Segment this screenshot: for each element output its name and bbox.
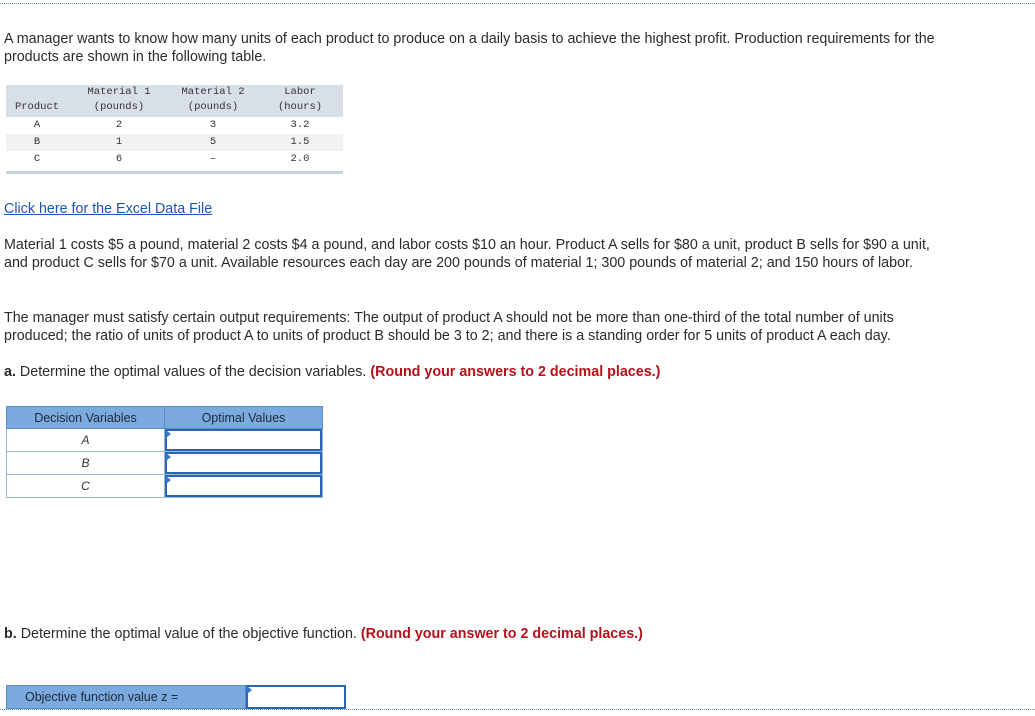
answer-cell (165, 475, 323, 498)
input-flag-icon (166, 430, 171, 438)
optimal-value-a-input[interactable] (165, 429, 322, 451)
optimal-value-c-input[interactable] (165, 475, 322, 497)
part-b-prefix: b. (4, 626, 17, 642)
header-material1-unit: (pounds) (93, 101, 145, 113)
table-row (6, 117, 343, 134)
top-divider (0, 3, 1035, 4)
objective-answer-cell (246, 685, 346, 709)
part-b-question (4, 625, 944, 643)
input-flag-icon (247, 686, 252, 694)
header-material1: Material 1 (87, 86, 151, 98)
header-labor: Labor (284, 86, 316, 98)
part-a-rounding-note: (Round your answers to 2 decimal places.) (370, 364, 661, 380)
header-decision-variables: Decision Variables (7, 407, 165, 429)
cell-material2: 5 (209, 136, 217, 148)
table-row (6, 134, 343, 151)
cell-product: B (33, 136, 41, 148)
intro-text: A manager wants to know how many units of each product to produce on a daily basis to achieve the highest profit. Production requirements for the products are shown in the following table. (4, 31, 935, 65)
cell-material1: 6 (115, 153, 123, 165)
table-row (7, 452, 323, 475)
variable-label: C (7, 475, 165, 498)
part-b-text: Determine the optimal value of the objective function. (20, 626, 357, 642)
header-material2: Material 2 (181, 86, 245, 98)
cell-labor: 1.5 (290, 136, 310, 148)
part-a-text: Determine the optimal values of the decision variables. (19, 364, 367, 380)
header-material2-unit: (pounds) (187, 101, 239, 113)
input-flag-icon (166, 453, 171, 461)
objective-function-label: Objective function value z = (6, 685, 246, 709)
objective-function-row (6, 685, 346, 709)
cell-labor: 3.2 (290, 119, 310, 131)
costs-paragraph: Material 1 costs $5 a pound, material 2 costs $4 a pound, and labor costs $10 an hour. Product A sells for $80 a unit, product B sells for $90 a unit, and product C sells for $70 a unit. Available resources each day are 200 pounds of material 1; 300 pounds of material 2; and 150 hours of labor. (4, 237, 930, 271)
cell-material1: 2 (115, 119, 123, 131)
header-labor-unit: (hours) (277, 101, 323, 113)
part-a-question (4, 363, 944, 381)
cell-material2: 3 (209, 119, 217, 131)
part-b-rounding-note: (Round your answer to 2 decimal places.) (360, 626, 643, 642)
table-row (7, 475, 323, 498)
optimal-value-b-input[interactable] (165, 452, 322, 474)
variable-label: A (7, 429, 165, 452)
objective-value-input[interactable] (246, 685, 346, 709)
part-a-prefix: a. (4, 364, 16, 380)
bottom-divider (0, 709, 1035, 710)
requirements-paragraph: The manager must satisfy certain output requirements: The output of product A should not be more than one-third of the total number of units produced; the ratio of units of product A to units of product B should be 3 to 2; and there is a standing order for 5 units of product A each day. (4, 310, 894, 344)
table-row (7, 429, 323, 452)
answer-cell (165, 452, 323, 475)
decision-variables-table (6, 406, 323, 498)
header-product: Product (14, 101, 60, 113)
cell-product: C (33, 153, 41, 165)
cell-material2: – (209, 153, 217, 165)
cell-material1: 1 (115, 136, 123, 148)
production-table (6, 85, 343, 174)
cell-product: A (33, 119, 41, 131)
production-table-header (6, 85, 343, 117)
answer-cell (165, 429, 323, 452)
excel-data-link[interactable]: Click here for the Excel Data File (4, 201, 213, 217)
input-flag-icon (166, 476, 171, 484)
cell-labor: 2.0 (290, 153, 310, 165)
header-optimal-values: Optimal Values (165, 407, 323, 429)
table-row (6, 151, 343, 168)
variable-label: B (7, 452, 165, 475)
